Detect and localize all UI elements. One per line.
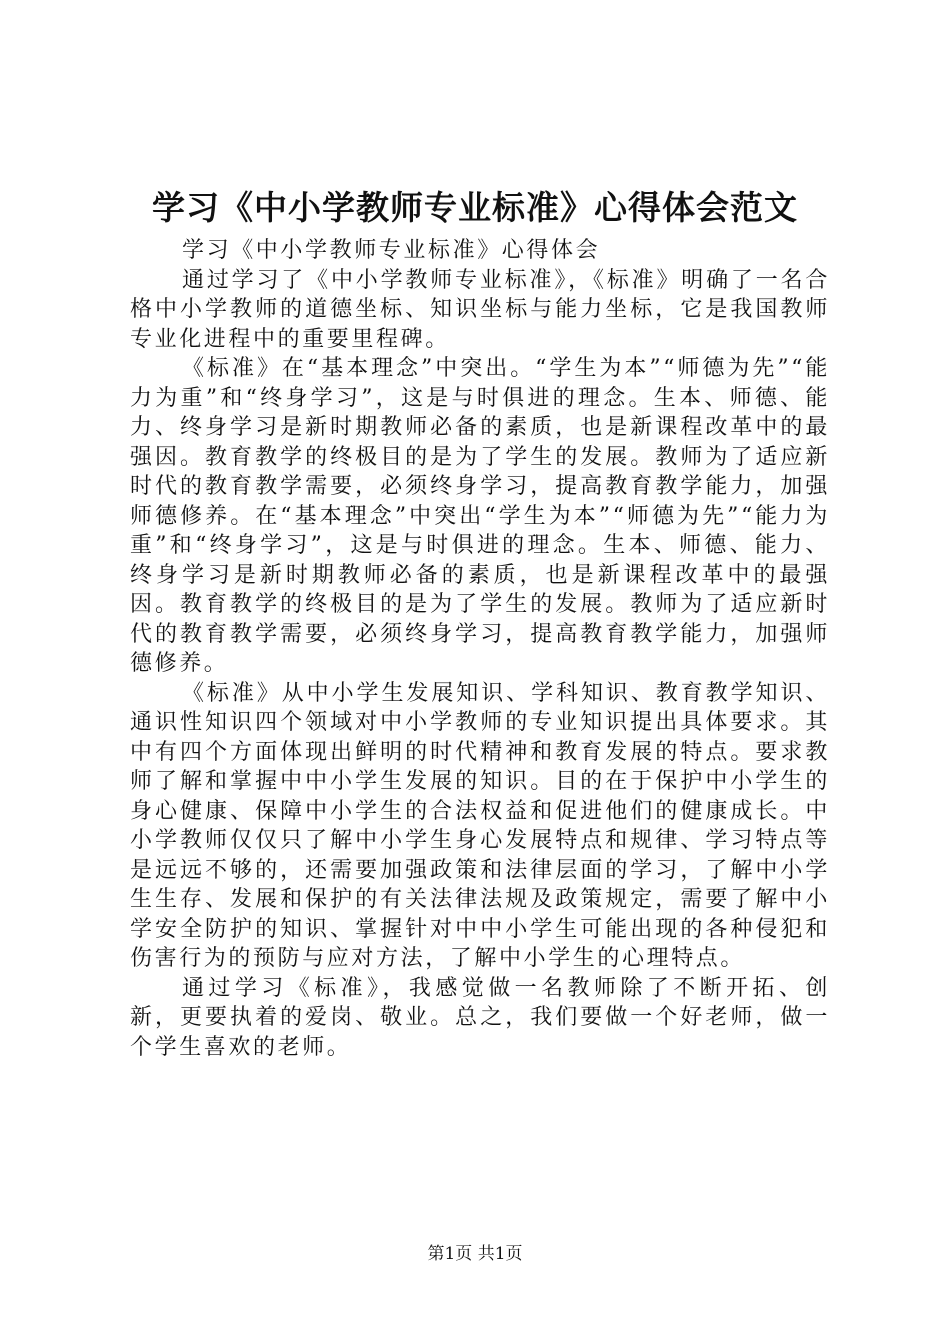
document-title: 学习《中小学教师专业标准》心得体会范文 bbox=[152, 188, 798, 227]
page-footer: 第1页 共1页 bbox=[427, 1244, 523, 1264]
paragraph-basic-concepts: 《标准》在“基本理念”中突出。“学生为本”“师德为先”“能力为重”和“终身学习”，这是与时俱进的理念。生本、师德、能力、终身学习是新时期教师必备的素质，也是新课程改革中的最强因。教育教学的终极目的是为了学生的发展。教师为了适应新时代的教育教学需要，必须终身学习，提高教育教学能力，加强师德修养。在“基本理念”中突出“学生为本”“师德为先”“能力为重”和“终身学习”，这是与时俱进的理念。生本、师德、能力、终身学习是新时期教师必备的素质，也是新课程改革中的最强因。教育教学的终极目的是为了学生的发展。教师为了适应新时代的教育教学需要，必须终身学习，提高教育教学能力，加强师德修养。 bbox=[130, 356, 830, 676]
document-body bbox=[130, 236, 830, 1062]
paragraph-professional-knowledge: 《标准》从中小学生发展知识、学科知识、教育教学知识、通识性知识四个领域对中小学教师的专业知识提出具体要求。其中有四个方面体现出鲜明的时代精神和教育发展的特点。要求教师了解和掌握中中小学生发展的知识。目的在于保护中小学生的身心健康、保障中小学生的合法权益和促进他们的健康成长。中小学教师仅仅只了解中小学生身心发展特点和规律、学习特点等是远远不够的，还需要加强政策和法律层面的学习，了解中小学生生存、发展和保护的有关法律法规及政策规定，需要了解中小学安全防护的知识、掌握针对中中小学生可能出现的各种侵犯和伤害行为的预防与应对方法，了解中小学生的心理特点。 bbox=[130, 680, 830, 971]
paragraph-subtitle: 学习《中小学教师专业标准》心得体会 bbox=[182, 238, 601, 263]
paragraph-conclusion: 通过学习《标准》，我感觉做一名教师除了不断开拓、创新，更要执着的爱岗、敬业。总之，我们要做一个好老师，做一个学生喜欢的老师。 bbox=[130, 975, 830, 1060]
paragraph-intro: 通过学习了《中小学教师专业标准》，《标准》明确了一名合格中小学教师的道德坐标、知识坐标与能力坐标，它是我国教师专业化进程中的重要里程碑。 bbox=[130, 267, 830, 352]
